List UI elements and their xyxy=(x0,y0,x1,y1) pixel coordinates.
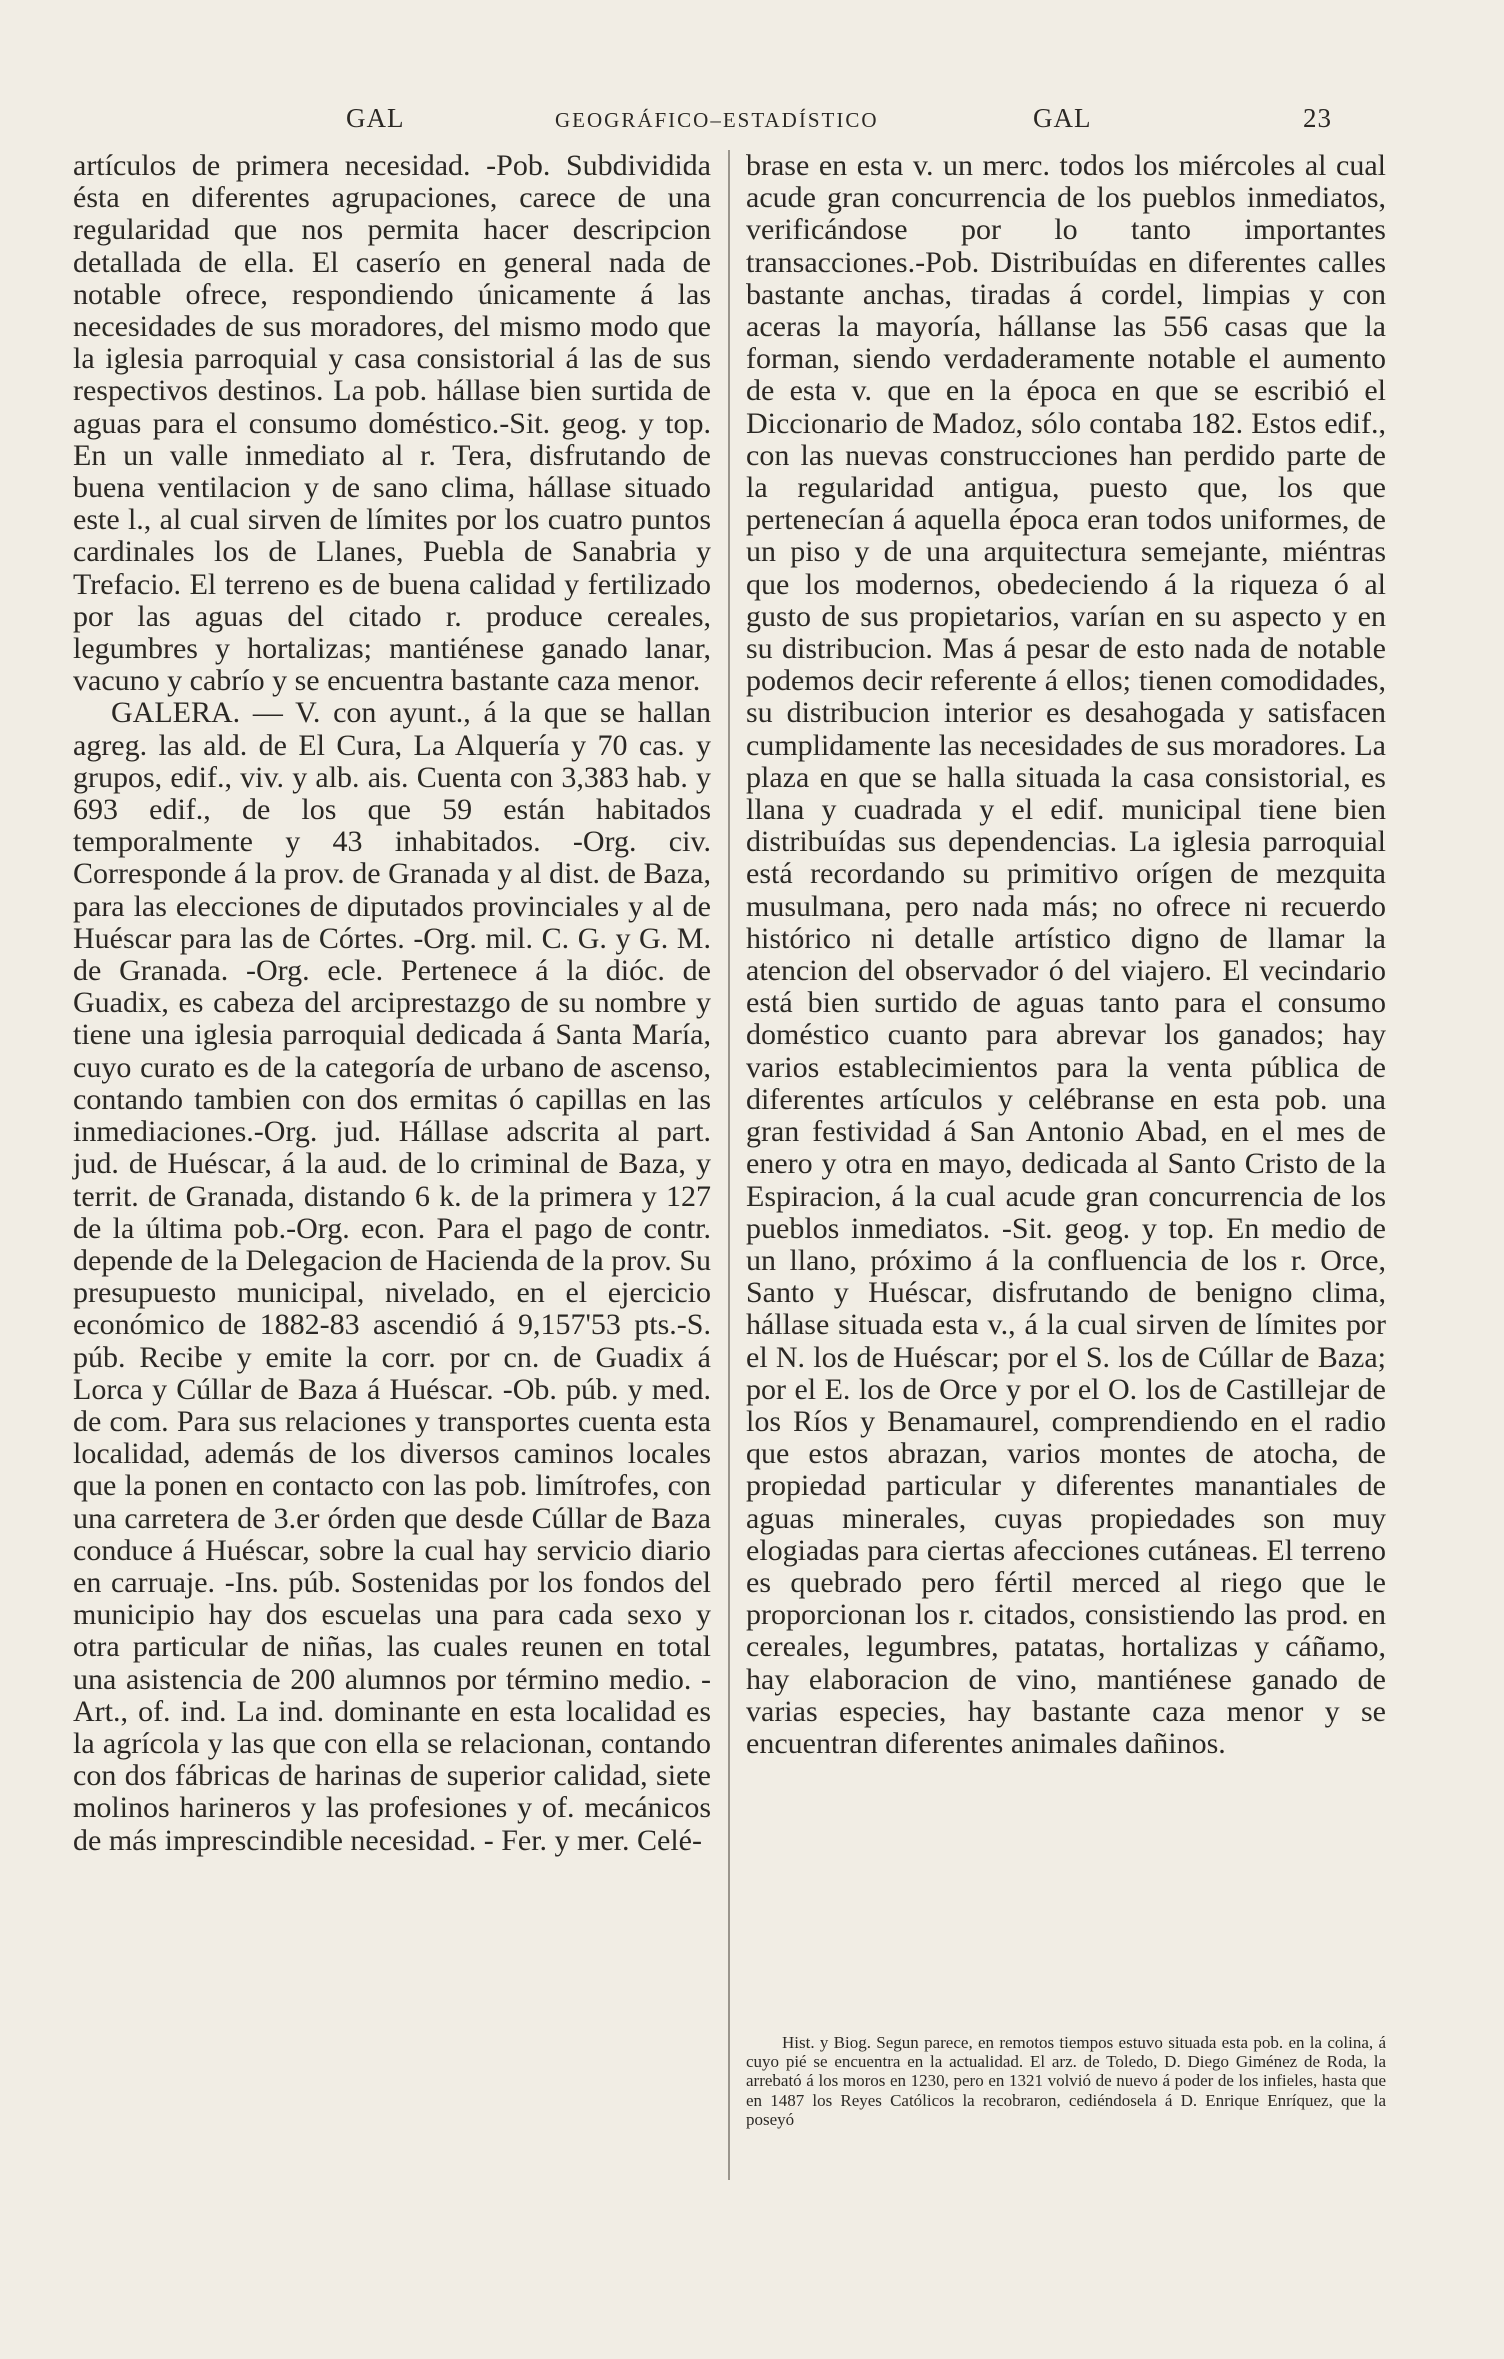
page-header xyxy=(70,103,1355,147)
right-column xyxy=(746,150,1386,1760)
page-number: 23 xyxy=(1303,103,1332,133)
left-column xyxy=(73,150,711,1857)
header-title: GEOGRÁFICO–ESTADÍSTICO xyxy=(555,108,879,132)
paragraph-galera-continued: brase en esta v. un merc. todos los miércoles al cual acude gran concurrencia de los pueblos inmediatos, verificándose por lo tanto importantes transacciones.-Pob. Distribuídas en diferentes calles bastante anchas, tiradas á cordel, limpias y con aceras la mayoría, hállanse las 556 casas que la forman, siendo verdaderamente notable el aumento de esta v. que en la época en que se escribió el Diccionario de Madoz, sólo contaba 182. Estos edif., con las nuevas construcciones han perdido parte de la regularidad antigua, puesto que, los que pertenecían á aquella época eran todos uniformes, de un piso y de una arquitectura semejante, miéntras que los modernos, obedeciendo á la riqueza ó al gusto de sus propietarios, varían en su aspecto y en su distribucion. Mas á pesar de esto nada de notable podemos decir referente á ellos; tienen comodidades, su distribucion interior es desahogada y satisfacen cumplidamente las necesidades de sus moradores. La plaza en que se halla situada la casa consistorial, es llana y cuadrada y el edif. municipal tiene bien distribuídas sus dependencias. La iglesia parroquial está recordando su primitivo orígen de mezquita musulmana, pero nada más; no ofrece ni recuerdo histórico ni detalle artístico digno de llamar la atencion del observador ó del viajero. El vecindario está bien surtido de aguas tanto para el consumo doméstico cuanto para abrevar los ganados; hay varios establecimientos para la venta pública de diferentes artículos y celébranse en esta pob. una gran festividad á San Antonio Abad, en el mes de enero y otra en mayo, dedicada al Santo Cristo de la Espiracion, á la cual acude gran concurrencia de los pueblos inmediatos. -Sit. geog. y top. En medio de un llano, próximo á la confluencia de los r. Orce, Santo y Huéscar, disfrutando de benigno clima, hállase situada esta v., á la cual sirven de límites por el N. los de Huéscar; por el S. los de Cúllar de Baza; por el E. los de Orce y por el O. los de Castillejar de los Ríos y Benamaurel, comprendiendo en el radio que estos abrazan, varios montes de atocha, de propiedad particular y diferentes manantiales de aguas minerales, cuyas propiedades son muy elogiadas para ciertas afecciones cutáneas. El terreno es quebrado pero fértil merced al riego que le proporcionan los r. citados, consistiendo las prod. en cereales, legumbres, patatas, hortalizas y cáñamo, hay elaboracion de vino, mantiénese ganado de varias especies, hay bastante caza menor y se encuentran diferentes animales dañinos. xyxy=(746,149,1386,1760)
paragraph-galera-entry: GALERA. — V. con ayunt., á la que se hallan agreg. las ald. de El Cura, La Alquería y 70 cas. y grupos, edif., viv. y alb. ais. Cuenta con 3,383 hab. y 693 edif., de los que 59 están habitados temporalmente y 43 inhabitados. -Org. civ. Corresponde á la prov. de Granada y al dist. de Baza, para las elecciones de diputados provinciales y al de Huéscar para las de Córtes. -Org. mil. C. G. y G. M. de Granada. -Org. ecle. Pertenece á la dióc. de Guadix, es cabeza del arciprestazgo de su nombre y tiene una iglesia parroquial dedicada á Santa María, cuyo curato es de la categoría de urbano de ascenso, contando tambien con dos ermitas ó capillas en las inmediaciones.-Org. jud. Hállase adscrita al part. jud. de Huéscar, á la aud. de lo criminal de Baza, y territ. de Granada, distando 6 k. de la primera y 127 de la última pob.-Org. econ. Para el pago de contr. depende de la Delegacion de Hacienda de la prov. Su presupuesto municipal, nivelado, en el ejercicio económico de 1882-83 ascendió á 9,157'53 pts.-S. púb. Recibe y emite la corr. por cn. de Guadix á Lorca y Cúllar de Baza á Huéscar. -Ob. púb. y med. de com. Para sus relaciones y transportes cuenta esta localidad, además de los diversos caminos locales que la ponen en contacto con las pob. limítrofes, con una carretera de 3.er órden que desde Cúllar de Baza conduce á Huéscar, sobre la cual hay servicio diario en carruaje. -Ins. púb. Sostenidas por los fondos del municipio hay dos escuelas una para cada sexo y otra particular de niñas, las cuales reunen en total una asistencia de 200 alumnos por término medio. -Art., of. ind. La ind. dominante en esta localidad es la agrícola y las que con ella se relacionan, contando con dos fábricas de harinas de superior calidad, siete molinos harineros y las profesiones y of. mecánicos de más imprescindible necesidad. - Fer. y mer. Celé- xyxy=(73,696,711,1857)
header-entry-right: GAL xyxy=(1033,103,1092,133)
column-divider xyxy=(728,150,730,2180)
footnote-history: Hist. y Biog. Segun parece, en remotos tiempos estuvo situada esta pob. en la colina, á cuyo pié se encuentra en la actualidad. El arz. de Toledo, D. Diego Giménez de Roda, la arrebató á los moros en 1230, pero en 1321 volvió de nuevo á poder de los infieles, hasta que en 1487 los Reyes Católicos la recobraron, cediéndosela á D. Enrique Enríquez, que la poseyó xyxy=(746,2033,1386,2129)
paragraph-continuation: artículos de primera necesidad. -Pob. Subdividida ésta en diferentes agrupaciones, carece de una regularidad que nos permita hacer descripcion detallada de ella. El caserío en general nada de notable ofrece, respondiendo únicamente á las necesidades de sus moradores, del mismo modo que la iglesia parroquial y casa consistorial á las de sus respectivos destinos. La pob. hállase bien surtida de aguas para el consumo doméstico.-Sit. geog. y top. En un valle inmediato al r. Tera, disfrutando de buena ventilacion y de sano clima, hállase situado este l., al cual sirven de límites por los cuatro puntos cardinales los de Llanes, Puebla de Sanabria y Trefacio. El terreno es de buena calidad y fertilizado por las aguas del citado r. produce cereales, legumbres y hortalizas; mantiénese ganado lanar, vacuno y cabrío y se encuentra bastante caza menor. xyxy=(73,149,711,698)
header-entry-left: GAL xyxy=(346,103,405,133)
